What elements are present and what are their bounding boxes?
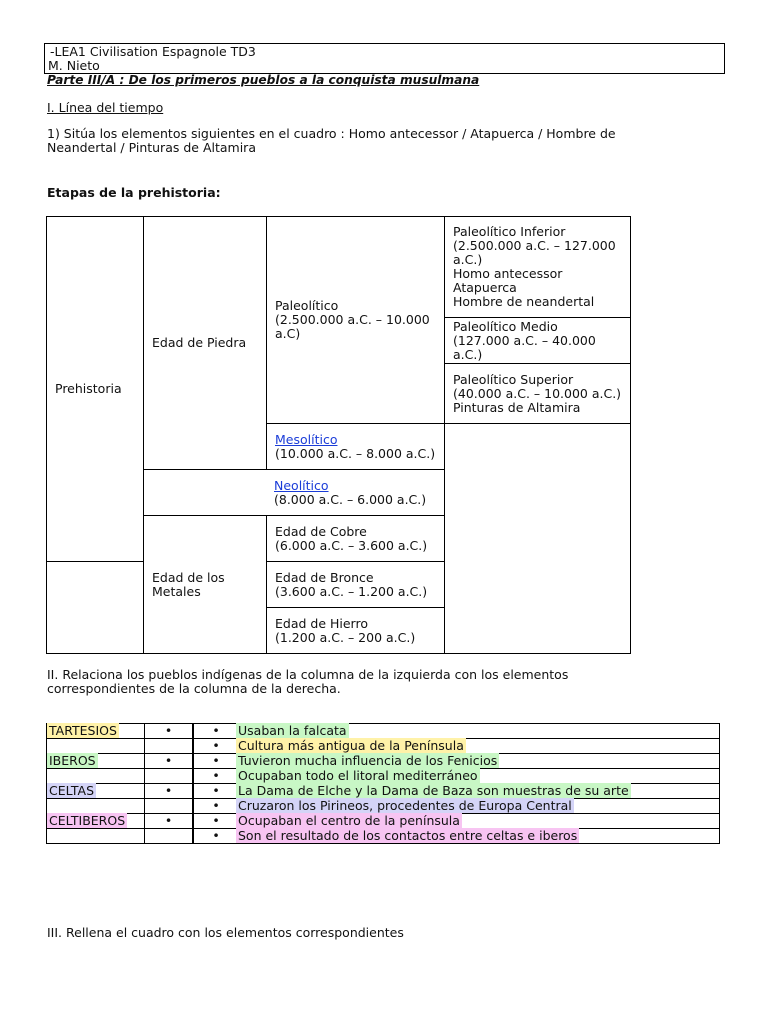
cell-paleolitico-medio: Paleolítico Medio (127.000 a.C. – 40.000 a.C.) bbox=[445, 318, 631, 364]
people-iberos: IBEROS bbox=[49, 753, 96, 768]
course-title: -LEA1 Civilisation Espagnole TD3 bbox=[50, 44, 256, 59]
table-row: • Cultura más antigua de la Península bbox=[47, 739, 720, 754]
table-row: CELTAS • • La Dama de Elche y la Dama de Baza son muestras de su arte bbox=[47, 784, 720, 799]
cell-paleolitico-inferior: Paleolítico Inferior (2.500.000 a.C. – 127.000 a.C.) Homo antecessor Atapuerca Hombre de neandertal bbox=[445, 217, 631, 318]
table-row: IBEROS • • Tuvieron mucha influencia de los Fenicios bbox=[47, 754, 720, 769]
section-3-heading: III. Rellena el cuadro con los elementos correspondientes bbox=[47, 925, 404, 940]
cell-empty bbox=[445, 424, 631, 654]
mesolitico-link[interactable]: Mesolítico bbox=[275, 431, 338, 447]
cell-edad-piedra: Edad de Piedra bbox=[144, 217, 267, 470]
cell-prehistoria-spacer-2 bbox=[47, 608, 144, 654]
page-title: Parte III/A : De los primeros pueblos a la conquista musulmana bbox=[47, 73, 480, 87]
etapas-heading: Etapas de la prehistoria: bbox=[47, 185, 221, 200]
bullet-dot[interactable]: • bbox=[145, 754, 194, 769]
cell-prehistoria-spacer bbox=[47, 562, 144, 608]
cell-bronce: Edad de Bronce (3.600 a.C. – 1.200 a.C.) bbox=[267, 562, 445, 608]
teacher-name: M. Nieto bbox=[48, 58, 100, 73]
section-1-heading: I. Línea del tiempo bbox=[47, 100, 164, 115]
cell-paleolitico-superior: Paleolítico Superior (40.000 a.C. – 10.000 a.C.) Pinturas de Altamira bbox=[445, 364, 631, 424]
table-row: • Cruzaron los Pirineos, procedentes de Europa Central bbox=[47, 799, 720, 814]
cell-neolitico: Neolítico (8.000 a.C. – 6.000 a.C.) bbox=[144, 470, 445, 516]
prehistory-table bbox=[46, 216, 631, 654]
table-row: TARTESIOS • • Usaban la falcata bbox=[47, 724, 720, 739]
matching-table bbox=[46, 723, 720, 844]
table-row: • Son el resultado de los contactos entre celtas e iberos bbox=[47, 829, 720, 844]
bullet-dot[interactable]: • bbox=[145, 814, 194, 829]
cell-edad-metales: Edad de los Metales bbox=[144, 516, 267, 654]
statement-5[interactable]: Cruzaron los Pirineos, procedentes de Europa Central bbox=[238, 798, 572, 813]
statement-1[interactable]: Cultura más antigua de la Península bbox=[238, 738, 464, 753]
table-row: • Ocupaban todo el litoral mediterráneo bbox=[47, 769, 720, 784]
people-celtas: CELTAS bbox=[49, 783, 95, 798]
cell-hierro: Edad de Hierro (1.200 a.C. – 200 a.C.) bbox=[267, 608, 445, 654]
table-row: CELTIBEROS • • Ocupaban el centro de la península bbox=[47, 814, 720, 829]
cell-paleolitico: Paleolítico (2.500.000 a.C. – 10.000 a.C) bbox=[267, 217, 445, 424]
section-2-heading: II. Relaciona los pueblos indígenas de la columna de la izquierda con los elementos correspondientes de la columna de la derecha. bbox=[47, 667, 569, 696]
bullet-dot[interactable]: • bbox=[145, 724, 194, 739]
people-celtiberos: CELTIBEROS bbox=[49, 813, 126, 828]
statement-7[interactable]: Son el resultado de los contactos entre celtas e iberos bbox=[238, 828, 578, 843]
cell-mesolitico: Mesolítico (10.000 a.C. – 8.000 a.C.) bbox=[267, 424, 445, 470]
neolitico-link[interactable]: Neolítico bbox=[274, 477, 329, 493]
statement-0[interactable]: Usaban la falcata bbox=[238, 723, 347, 738]
header-box bbox=[44, 43, 725, 74]
cell-prehistoria: Prehistoria bbox=[47, 217, 144, 562]
statement-3[interactable]: Ocupaban todo el litoral mediterráneo bbox=[238, 768, 478, 783]
statement-4[interactable]: La Dama de Elche y la Dama de Baza son muestras de su arte bbox=[238, 783, 629, 798]
statement-6[interactable]: Ocupaban el centro de la península bbox=[238, 813, 460, 828]
cell-cobre: Edad de Cobre (6.000 a.C. – 3.600 a.C.) bbox=[267, 516, 445, 562]
statement-2[interactable]: Tuvieron mucha influencia de los Fenicios bbox=[238, 753, 498, 768]
question-1: 1) Sitúa los elementos siguientes en el cuadro : Homo antecessor / Atapuerca / Hombre de Neandertal / Pinturas de Altamira bbox=[47, 126, 616, 155]
bullet-dot[interactable]: • bbox=[145, 784, 194, 799]
people-tartesios: TARTESIOS bbox=[49, 723, 117, 738]
